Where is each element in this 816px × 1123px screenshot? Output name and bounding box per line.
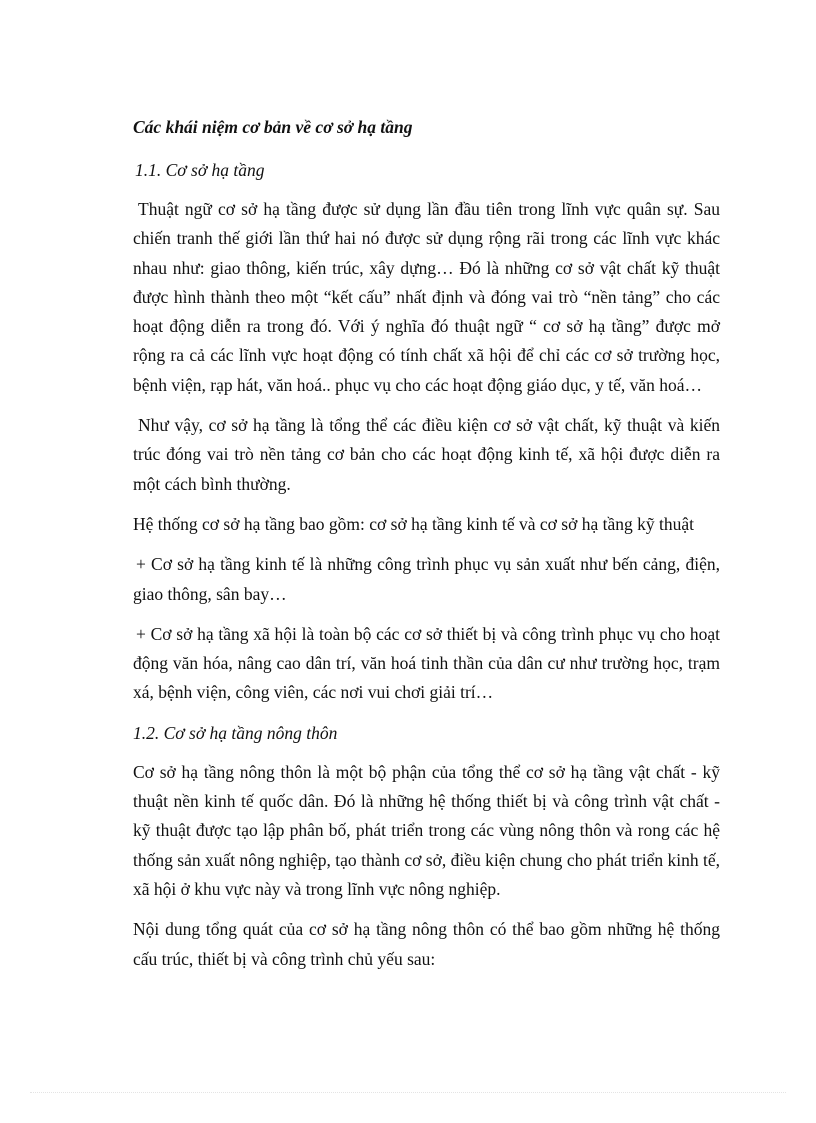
footer-divider [30,1092,786,1093]
section-1-paragraph-1: Thuật ngữ cơ sở hạ tầng được sử dụng lần đầu tiên trong lĩnh vực quân sự. Sau chiến tranh thế giới lần thứ hai nó được sử dụng rộng rãi trong các lĩnh vực khác nhau như: giao thông, kiến trúc, xây dựng… Đó là những cơ sở vật chất kỹ thuật được hình thành theo một “kết cấu” nhất định và đóng vai trò “nền tảng” cho các hoạt động diễn ra trong đó. Với ý nghĩa đó thuật ngữ “ cơ sở hạ tầng” được mở rộng ra cả các lĩnh vực hoạt động có tính chất xã hội để chỉ các cơ sở trường học, bệnh viện, rạp hát, văn hoá.. phục vụ cho các hoạt động giáo dục, y tế, văn hoá… [133,199,720,395]
section-1-paragraph-5: + Cơ sở hạ tầng xã hội là toàn bộ các cơ sở thiết bị và công trình phục vụ cho hoạt động văn hóa, nâng cao dân trí, văn hoá tinh thần của dân cư như trường học, trạm xá, bệnh viện, công viên, các nơi vui chơi giải trí… [133,623,720,703]
page-content [133,113,720,985]
section-1-title: 1.1. Cơ sở hạ tầng [135,160,265,180]
section-1-paragraph-4: + Cơ sở hạ tầng kinh tế là những công trình phục vụ sản xuất như bến cảng, điện, giao thông, sân bay… [133,554,720,604]
page-heading: Các khái niệm cơ bản về cơ sở hạ tầng [133,117,413,137]
section-2-title: 1.2. Cơ sở hạ tầng nông thôn [133,722,338,743]
section-1-paragraph-3: Hệ thống cơ sở hạ tầng bao gồm: cơ sở hạ tầng kinh tế và cơ sở hạ tầng kỹ thuật [133,513,694,534]
section-1-paragraph-2: Như vậy, cơ sở hạ tầng là tổng thể các điều kiện cơ sở vật chất, kỹ thuật và kiến trúc đóng vai trò nền tảng cơ bản cho các hoạt động kinh tế, xã hội được diễn ra một cách bình thường. [133,415,720,494]
section-2-paragraph-2: Nội dung tổng quát của cơ sở hạ tầng nông thôn có thể bao gồm những hệ thống cấu trúc, thiết bị và công trình chủ yếu sau: [133,919,720,969]
section-2-paragraph-1: Cơ sở hạ tầng nông thôn là một bộ phận của tổng thể cơ sở hạ tầng vật chất - kỹ thuật nền kinh tế quốc dân. Đó là những hệ thống thiết bị và công trình vật chất - kỹ thuật được tạo lập phân bố, phát triển trong các vùng nông thôn và rong các hệ thống sản xuất nông nghiệp, tạo thành cơ sở, điều kiện chung cho phát triển kinh tế, xã hội ở khu vực này và trong lĩnh vực nông nghiệp. [133,761,720,899]
